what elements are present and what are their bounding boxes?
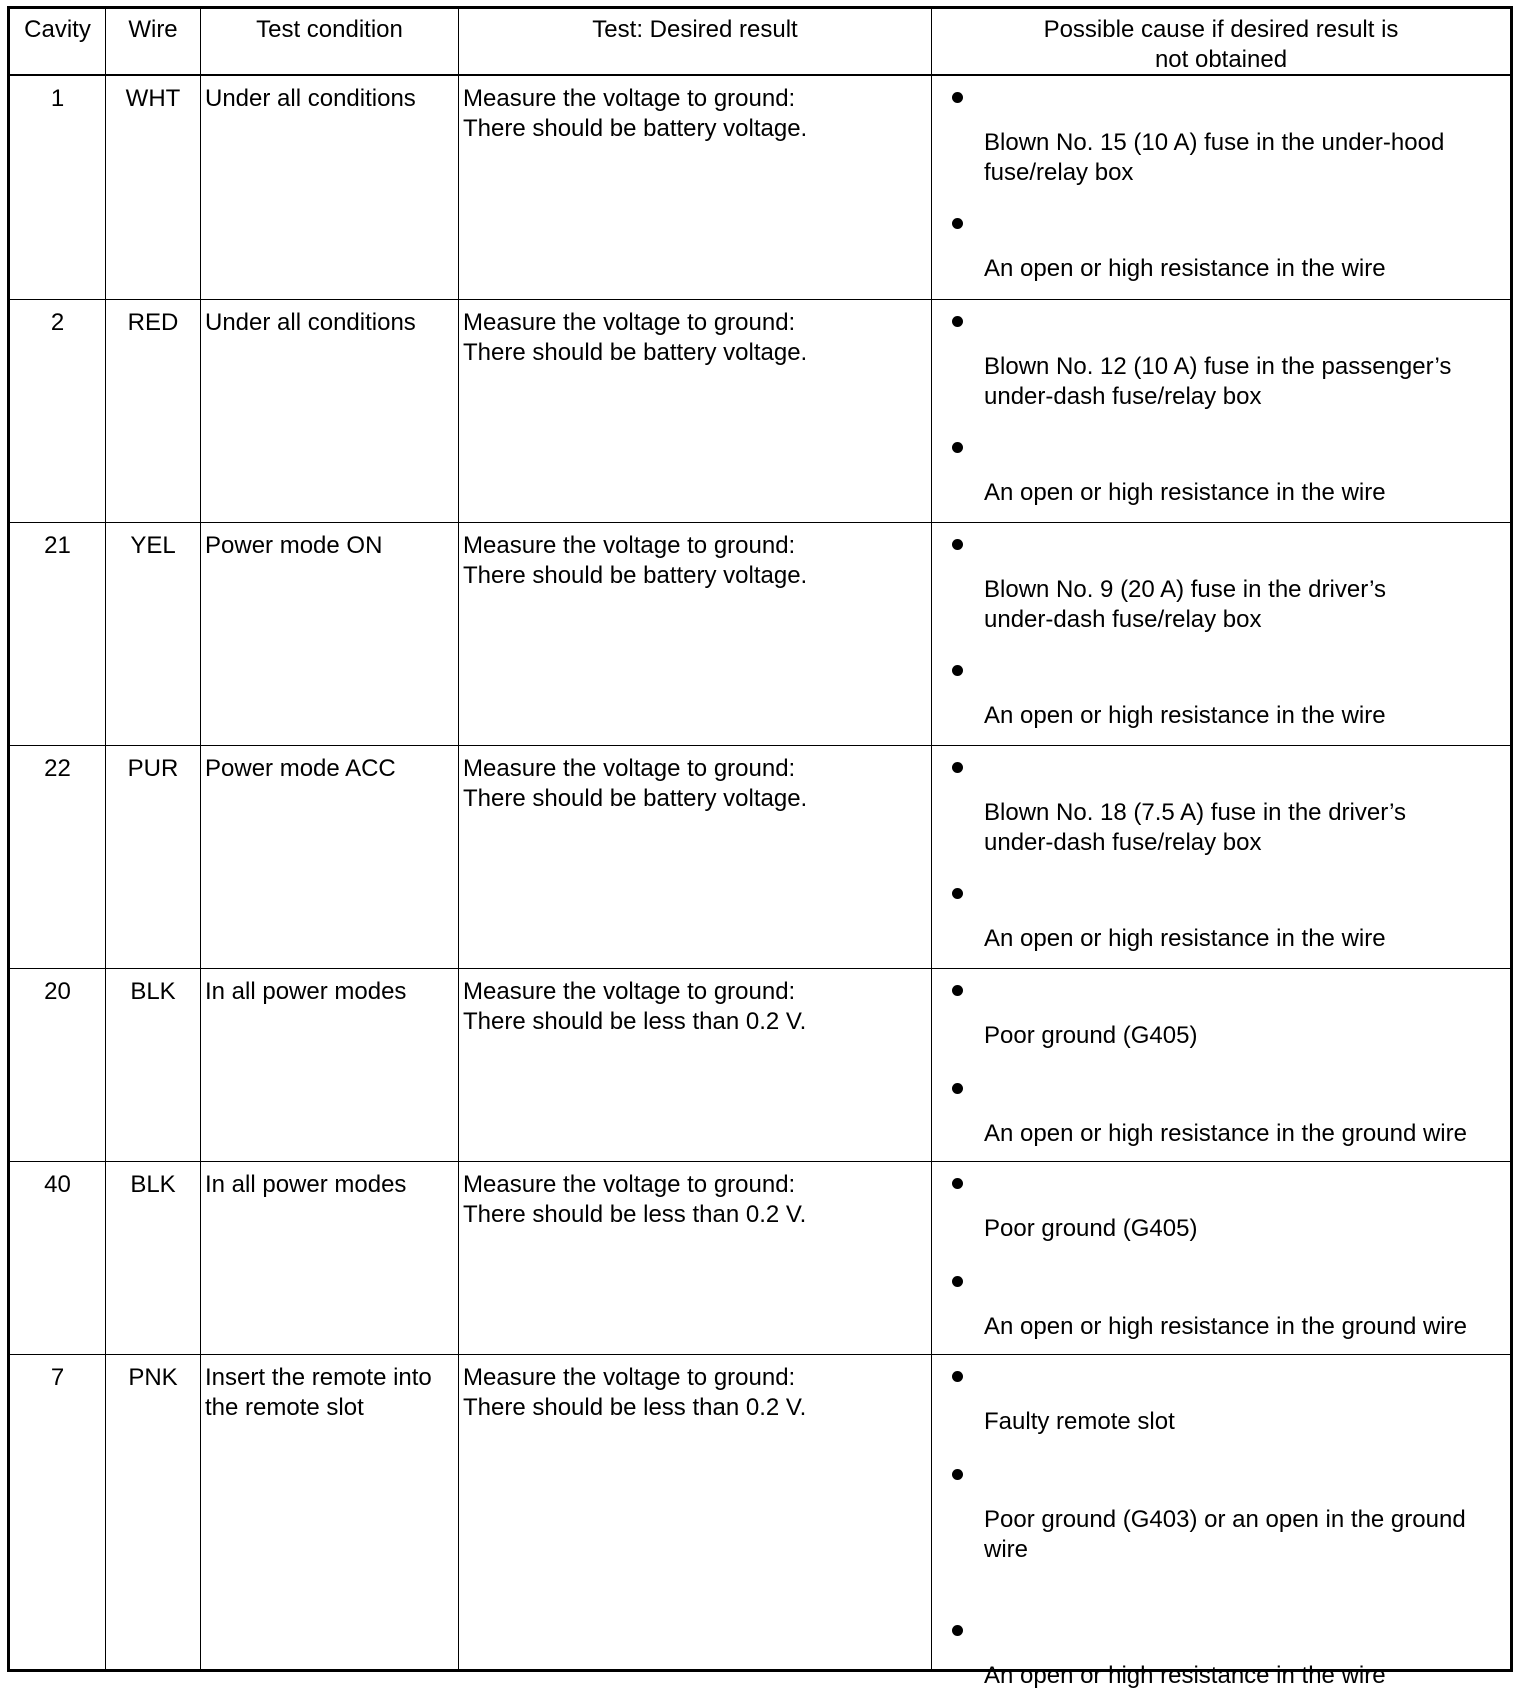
condition-cell-line: In all power modes (205, 1171, 407, 1198)
bullet-icon (952, 665, 963, 676)
cause-line: under-dash fuse/relay box (984, 829, 1262, 856)
cause-item (984, 1214, 1500, 1244)
cause-item (984, 575, 1500, 635)
cavity-cell: 21 (44, 532, 71, 559)
table-row (10, 522, 1510, 745)
cause-line: wire (984, 1536, 1029, 1563)
table-row (10, 745, 1510, 968)
bullet-icon (952, 1276, 963, 1287)
desired-result-cell-line: Measure the voltage to ground: (463, 309, 796, 336)
bullet-icon (952, 539, 963, 550)
cause-line: under-dash fuse/relay box (984, 606, 1262, 633)
desired-result-cell (458, 969, 931, 1161)
wire-cell: WHT (105, 76, 200, 299)
header-wire-label: Wire (128, 16, 178, 43)
cause-line: An open or high resistance in the wire (984, 1662, 1386, 1689)
cause-line: An open or high resistance in the ground wire (984, 1120, 1467, 1147)
bullet-icon (952, 316, 963, 327)
desired-result-cell (458, 523, 931, 745)
cause-item (984, 478, 1500, 508)
cause-cell (931, 969, 1510, 1161)
condition-cell-line: Power mode ON (205, 532, 383, 559)
cavity-cell: 7 (50, 1364, 65, 1391)
cause-item (984, 352, 1500, 412)
cause-item (984, 1119, 1500, 1149)
desired-result-cell-line: Measure the voltage to ground: (463, 85, 796, 112)
cause-cell (931, 1355, 1510, 1689)
desired-result-cell-line: Measure the voltage to ground: (463, 1171, 796, 1198)
condition-cell (200, 746, 458, 968)
bullet-icon (952, 985, 963, 996)
desired-result-cell (458, 1355, 931, 1669)
cause-item (984, 1661, 1500, 1691)
condition-cell-line: Under all conditions (205, 85, 416, 112)
cause-item (984, 1407, 1500, 1437)
desired-result-cell (458, 1162, 931, 1354)
header-wire (105, 9, 200, 74)
bullet-icon (952, 1178, 963, 1189)
cause-item (984, 254, 1500, 284)
wire-cell: BLK (105, 969, 200, 1161)
wire-cell: BLK (105, 1162, 200, 1354)
condition-cell (200, 1355, 458, 1669)
cause-item (984, 1505, 1500, 1565)
cause-line: under-dash fuse/relay box (984, 383, 1262, 410)
desired-result-cell-line: Measure the voltage to ground: (463, 978, 796, 1005)
cause-line: Blown No. 9 (20 A) fuse in the driver’s (984, 576, 1386, 603)
wire-cell: RED (105, 300, 200, 522)
bullet-icon (952, 1371, 963, 1382)
condition-cell-line: the remote slot (205, 1394, 364, 1421)
wire-cell: PNK (105, 1355, 200, 1669)
cause-line: Poor ground (G405) (984, 1022, 1198, 1049)
desired-result-cell-line: Measure the voltage to ground: (463, 755, 796, 782)
table-row (10, 1354, 1510, 1689)
cause-line: Blown No. 15 (10 A) fuse in the under-hood (984, 129, 1445, 156)
desired-result-cell-line: There should be battery voltage. (463, 785, 808, 812)
desired-result-cell (458, 76, 931, 299)
bullet-icon (952, 442, 963, 453)
diagnostic-table (7, 6, 1513, 1689)
cause-line: Blown No. 18 (7.5 A) fuse in the driver’s (984, 799, 1406, 826)
header-cause (931, 9, 1510, 74)
bullet-icon (952, 762, 963, 773)
desired-result-cell-line: There should be battery voltage. (463, 115, 808, 142)
header-condition (200, 9, 458, 74)
cavity-cell: 1 (50, 85, 65, 112)
bullet-icon (952, 1469, 963, 1480)
condition-cell (200, 76, 458, 299)
header-desired-label: Test: Desired result (592, 16, 798, 43)
table-row (10, 1161, 1510, 1354)
desired-result-cell (458, 300, 931, 522)
bullet-icon (952, 1083, 963, 1094)
bullet-icon (952, 218, 963, 229)
cause-line: Blown No. 12 (10 A) fuse in the passenger’s (984, 353, 1452, 380)
cause-line: An open or high resistance in the wire (984, 925, 1386, 952)
header-cavity (10, 9, 105, 74)
cause-line: Faulty remote slot (984, 1408, 1175, 1435)
table-row (10, 968, 1510, 1161)
desired-result-cell-line: There should be less than 0.2 V. (463, 1008, 807, 1035)
header-cause-line: not obtained (1154, 46, 1288, 73)
desired-result-cell-line: There should be less than 0.2 V. (463, 1201, 807, 1228)
cause-cell (931, 746, 1510, 968)
condition-cell-line: In all power modes (205, 978, 407, 1005)
bullet-icon (952, 888, 963, 899)
cause-line: An open or high resistance in the wire (984, 255, 1386, 282)
cause-item (984, 1312, 1500, 1342)
condition-cell-line: Insert the remote into (205, 1364, 432, 1391)
cause-item (984, 924, 1500, 954)
header-condition-label: Test condition (256, 16, 403, 43)
desired-result-cell-line: There should be battery voltage. (463, 339, 808, 366)
cause-line: An open or high resistance in the ground wire (984, 1313, 1467, 1340)
cavity-cell: 40 (44, 1171, 71, 1198)
cause-item (984, 1021, 1500, 1051)
wire-cell: YEL (105, 523, 200, 745)
cavity-cell: 2 (50, 309, 65, 336)
condition-cell (200, 300, 458, 522)
desired-result-cell-line: There should be less than 0.2 V. (463, 1394, 807, 1421)
cause-line: An open or high resistance in the wire (984, 479, 1386, 506)
cause-cell (931, 523, 1510, 745)
cause-item (984, 701, 1500, 731)
condition-cell (200, 523, 458, 745)
table-header (10, 9, 1510, 76)
header-cavity-label: Cavity (24, 16, 91, 43)
condition-cell-line: Under all conditions (205, 309, 416, 336)
wire-cell: PUR (105, 746, 200, 968)
header-desired (458, 9, 931, 74)
bullet-icon (952, 1625, 963, 1636)
table-row (10, 76, 1510, 299)
condition-cell (200, 969, 458, 1161)
cavity-cell: 20 (44, 978, 71, 1005)
condition-cell-line: Power mode ACC (205, 755, 396, 782)
desired-result-cell-line: Measure the voltage to ground: (463, 1364, 796, 1391)
cause-cell (931, 300, 1510, 522)
cause-item (984, 798, 1500, 858)
cause-item (984, 128, 1500, 188)
header-cause-line: Possible cause if desired result is (1043, 16, 1399, 43)
cause-line: An open or high resistance in the wire (984, 702, 1386, 729)
desired-result-cell (458, 746, 931, 968)
desired-result-cell-line: Measure the voltage to ground: (463, 532, 796, 559)
cause-cell (931, 1162, 1510, 1354)
cause-line: fuse/relay box (984, 159, 1134, 186)
desired-result-cell-line: There should be battery voltage. (463, 562, 808, 589)
bullet-icon (952, 92, 963, 103)
cause-cell (931, 76, 1510, 299)
cavity-cell: 22 (44, 755, 71, 782)
table-row (10, 299, 1510, 522)
cause-line: Poor ground (G403) or an open in the ground (984, 1506, 1466, 1533)
condition-cell (200, 1162, 458, 1354)
cause-line: Poor ground (G405) (984, 1215, 1198, 1242)
